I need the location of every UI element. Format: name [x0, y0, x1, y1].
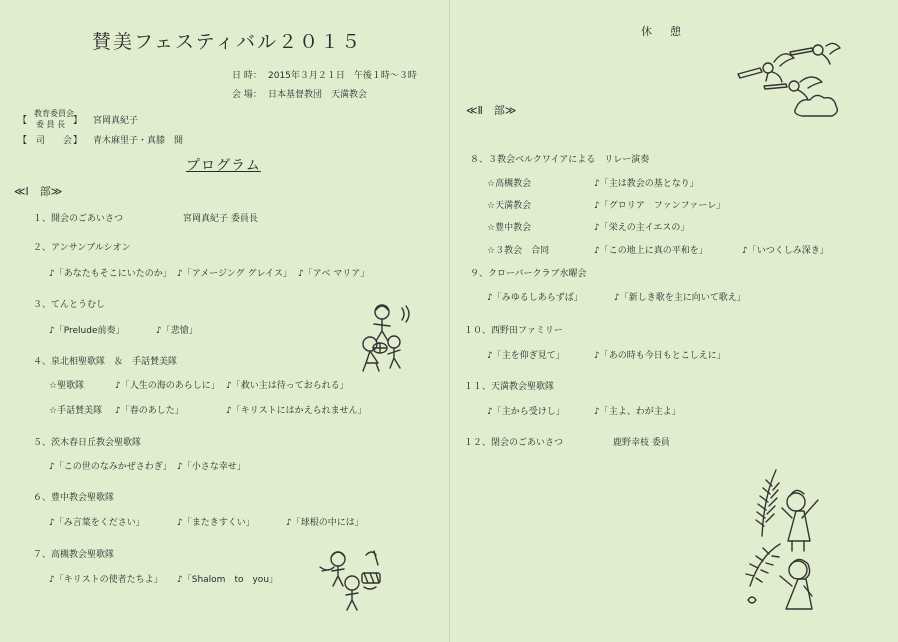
- mc-label: 司 会: [36, 136, 73, 146]
- part1-heading: ≪Ⅰ 部≫: [14, 185, 63, 198]
- item-5-song-1: ♪「この世のなみかぜさわぎ」: [49, 462, 172, 472]
- item-10-song-2: ♪「あの時も今日もとこしえに」: [594, 351, 726, 361]
- venue-label: 会 場：: [232, 90, 262, 100]
- item-11-song-2: ♪「主よ、わが主よ」: [594, 407, 681, 417]
- item-8-church-1: ☆高槻教会: [487, 179, 532, 189]
- event-title: 賛美フェスティバル２０１５: [92, 31, 363, 53]
- item-3-title: ３、てんとうむし: [33, 300, 106, 310]
- item-1-title: １、開会のごあいさつ: [33, 214, 124, 224]
- item-4-row1-label: ☆聖歌隊: [49, 381, 85, 391]
- intermission-label: 休憩: [641, 25, 699, 38]
- item-6-song-2: ♪「またきすくい」: [177, 518, 255, 528]
- item-11-title: １１、天満教会聖歌隊: [464, 382, 555, 392]
- item-4-row2-song-1: ♪「春のあした」: [115, 406, 184, 416]
- children-with-palm-branches-illustration: [742, 466, 838, 614]
- item-9-title: ９、クローバークラブ水曜会: [470, 269, 587, 279]
- part2-heading: ≪Ⅱ 部≫: [466, 104, 517, 117]
- item-2-song-2: ♪「アメージング グレイス」: [177, 269, 292, 279]
- item-4-row2-label: ☆手話賛美隊: [49, 406, 103, 416]
- item-4-title: ４、泉北相聖歌隊 ＆ 手話賛美隊: [33, 357, 178, 367]
- drum-band-illustration: [318, 547, 384, 613]
- item-8-song-2: ♪「グロリア ファンファーレ」: [594, 201, 726, 211]
- item-1-speaker: 宮岡真紀子 委員長: [183, 214, 258, 224]
- item-2-song-3: ♪「アベ マリア」: [298, 269, 370, 279]
- item-6-song-3: ♪「球根の中には」: [286, 518, 364, 528]
- mc-names: 青木麻里子・真膝 開: [93, 136, 184, 146]
- angels-with-trumpets-illustration: [734, 42, 842, 120]
- item-2-song-1: ♪「あなたもそこにいたのか」: [49, 269, 172, 279]
- item-11-song-1: ♪「主から受けし」: [487, 407, 565, 417]
- children-band-illustration: [352, 302, 414, 374]
- committee-bracket-open: 【: [18, 116, 28, 126]
- item-4-row1-song-1: ♪「人生の海のあらしに」: [115, 381, 220, 391]
- item-8-song-3: ♪「栄えの主イエスの」: [594, 223, 690, 233]
- committee-name: 宮岡真紀子: [93, 116, 139, 126]
- item-3-song-1: ♪「Prelude前奏」: [49, 326, 125, 336]
- item-12-title: １２、閉会のごあいさつ: [464, 438, 564, 448]
- date-value: 2015年３月２１日 午後１時～３時: [268, 71, 417, 81]
- item-6-song-1: ♪「み言葉をください」: [49, 518, 145, 528]
- item-5-song-2: ♪「小さな幸せ」: [177, 462, 246, 472]
- item-8-title: ８、３教会ベルクワイアによる リレー演奏: [470, 155, 650, 165]
- item-7-song-2: ♪「Shalom to you」: [177, 575, 279, 585]
- committee-bracket-close: 】: [73, 116, 83, 126]
- item-9-song-2: ♪「新しき歌を主に向いて歌え」: [614, 293, 746, 303]
- mc-bracket-close: 】: [73, 136, 83, 146]
- item-2-title: ２、アンサンブルシオン: [33, 243, 131, 253]
- item-10-song-1: ♪「主を仰ぎ見て」: [487, 351, 565, 361]
- item-8-church-2: ☆天満教会: [487, 201, 532, 211]
- committee-label-2: 委 員 長: [36, 120, 66, 129]
- item-4-row1-song-2: ♪「救い主は待っておられる」: [226, 381, 349, 391]
- date-label: 日 時：: [232, 71, 262, 81]
- item-8-church-3: ☆豊中教会: [487, 223, 532, 233]
- item-5-title: ５、茨木春日丘教会聖歌隊: [33, 438, 142, 448]
- item-3-song-2: ♪「悲愴」: [156, 326, 198, 336]
- item-8-song-5: ♪「いつくしみ深き」: [742, 246, 829, 256]
- item-4-row2-song-2: ♪「キリストにはかえられません」: [226, 406, 367, 416]
- item-8-song-1: ♪「主は教会の基となり」: [594, 179, 699, 189]
- item-7-song-1: ♪「キリストの使者たちよ」: [49, 575, 163, 585]
- item-8-song-4: ♪「この地上に真の平和を」: [594, 246, 708, 256]
- item-8-church-4: ☆３教会 合同: [487, 246, 550, 256]
- item-10-title: １０、西野田ファミリー: [464, 326, 563, 336]
- mc-bracket-open: 【: [18, 136, 28, 146]
- item-12-speaker: 鹿野幸枝 委員: [613, 438, 670, 448]
- program-heading: プログラム: [186, 158, 261, 174]
- item-9-song-1: ♪「みゆるしあらずば」: [487, 293, 583, 303]
- committee-label-1: 教育委員会: [34, 109, 74, 118]
- page-fold: [449, 0, 450, 642]
- venue-value: 日本基督教団 天満教会: [268, 90, 368, 100]
- item-6-title: ６、豊中教会聖歌隊: [33, 493, 115, 503]
- item-7-title: ７、高槻教会聖歌隊: [33, 550, 115, 560]
